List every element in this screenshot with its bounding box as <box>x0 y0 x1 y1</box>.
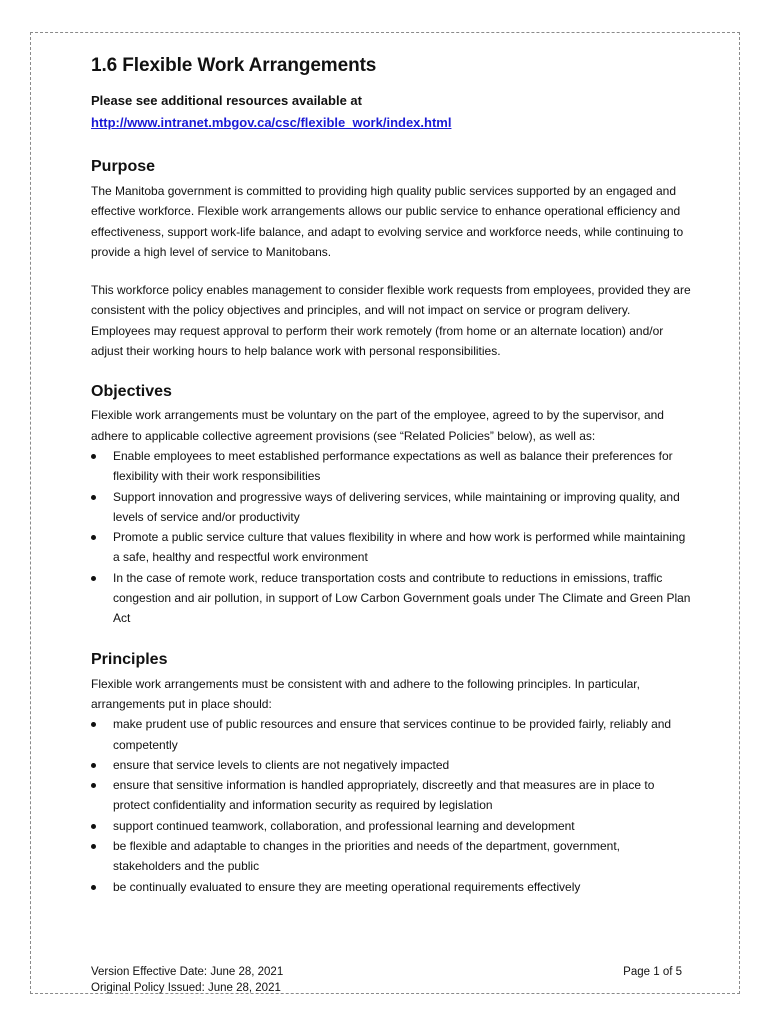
list-item: ensure that service levels to clients are not negatively impacted <box>91 755 691 775</box>
objectives-heading: Objectives <box>91 383 172 401</box>
objectives-intro: Flexible work arrangements must be voluntary on the part of the employee, agreed to by the supervisor, and adhere to applicable collective agreement provisions (see “Related Policies” below), as well as: <box>91 408 664 443</box>
purpose-section <box>91 156 691 361</box>
principles-list <box>91 714 691 897</box>
list-item: be continually evaluated to ensure they are meeting operational requirements effectively <box>91 877 691 897</box>
purpose-paragraph-2: This workforce policy enables management to consider flexible work requests from employees, provided they are consistent with the policy objectives and principles, and will not impact on service or program delivery. Employees may request approval to perform their work remotely (from home or an alternate location) and/or adjust their working hours to help balance work with personal responsibilities. <box>91 283 691 359</box>
purpose-paragraph-1: The Manitoba government is committed to providing high quality public services supported by an engaged and effective workforce. Flexible work arrangements allows our public service to enhance operational efficiency and effectiveness, support work-life balance, and adapt to evolving service and workforce needs, while continuing to provide a high level of service to Manitobans. <box>91 184 684 259</box>
footer-issued-date: Original Policy Issued: June 28, 2021 <box>91 982 281 994</box>
list-item: support continued teamwork, collaboration, and professional learning and development <box>91 816 691 836</box>
list-item: be flexible and adaptable to changes in the priorities and needs of the department, government, stakeholders and the public <box>91 836 691 877</box>
principles-section <box>91 649 691 897</box>
footer-effective-date: Version Effective Date: June 28, 2021 <box>91 966 284 978</box>
list-item: Support innovation and progressive ways of delivering services, while maintaining or improving quality, and levels of service and/or productivity <box>91 487 691 528</box>
principles-heading: Principles <box>91 650 168 668</box>
list-item: In the case of remote work, reduce transportation costs and contribute to reductions in emissions, traffic congestion and air pollution, in support of Low Carbon Government goals under The Climate and Green Plan Act <box>91 568 691 629</box>
page-footer <box>91 964 682 996</box>
list-item: make prudent use of public resources and ensure that services continue to be provided fairly, reliably and competently <box>91 714 691 755</box>
purpose-heading: Purpose <box>91 158 156 175</box>
resources-link[interactable]: http://www.intranet.mbgov.ca/csc/flexible_work/index.html <box>91 115 452 130</box>
page-title: 1.6 Flexible Work Arrangements <box>91 55 377 76</box>
list-item: Enable employees to meet established performance expectations as well as balance their preferences for flexibility with their work responsibilities <box>91 446 691 487</box>
resources-text: Please see additional resources available at <box>91 93 362 108</box>
objectives-list <box>91 446 691 629</box>
principles-intro: Flexible work arrangements must be consistent with and adhere to the following principles. In particular, arrangements put in place should: <box>91 676 640 711</box>
list-item: Promote a public service culture that values flexibility in where and how work is performed while maintaining a safe, healthy and respectful work environment <box>91 527 691 568</box>
page-number: Page 1 of 5 <box>623 966 682 978</box>
list-item: ensure that sensitive information is handled appropriately, discreetly and that measures are in place to protect confidentiality and information security as required by legislation <box>91 775 691 816</box>
document-body <box>91 52 691 897</box>
objectives-section <box>91 381 691 628</box>
resources-note <box>91 90 691 134</box>
